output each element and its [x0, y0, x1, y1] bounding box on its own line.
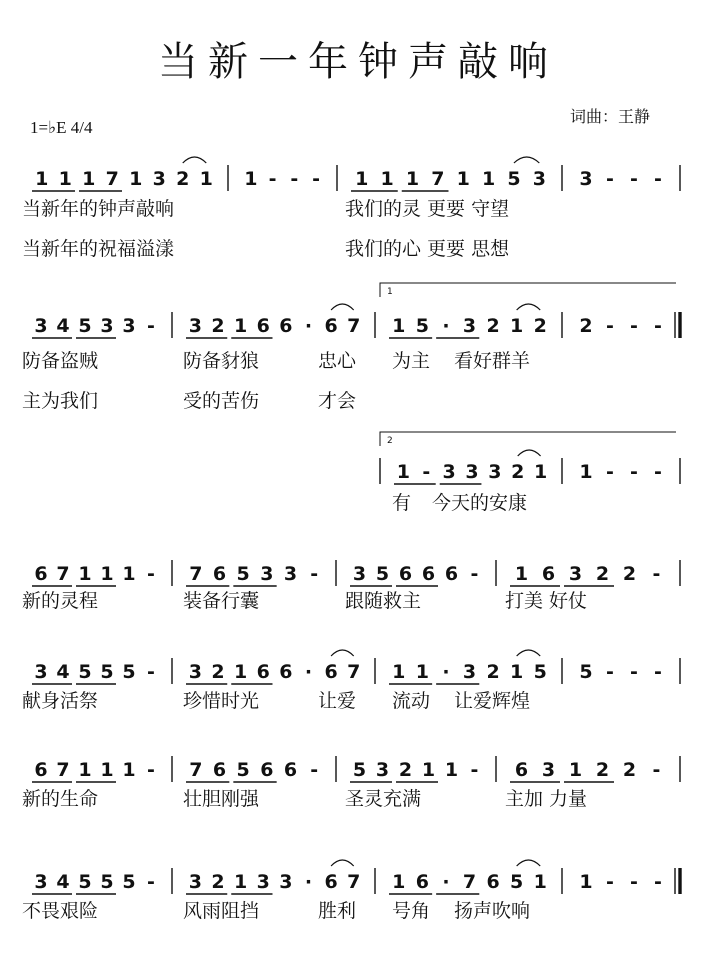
note: 3: [579, 168, 593, 190]
note: 5: [236, 563, 250, 585]
lyric-phrase: 打美 好仗: [505, 590, 588, 612]
note: 6: [212, 759, 227, 781]
note: 3: [122, 315, 136, 337]
note: 6: [486, 871, 500, 893]
lyric-phrase: 新的生命: [22, 788, 99, 810]
note: 3: [188, 661, 202, 683]
dot-note: ·: [304, 315, 313, 337]
note: 2: [511, 461, 525, 483]
lyric-phrase: 今天的安康: [432, 492, 528, 514]
note: 7: [189, 563, 203, 585]
lyric-phrase: 我们的灵 更要 守望: [345, 198, 510, 220]
note: 7: [347, 661, 361, 683]
lyric-phrase: 忠心: [318, 350, 357, 372]
dash-note: -: [606, 315, 614, 337]
note: 6: [415, 871, 429, 893]
note: 2: [211, 661, 225, 683]
note: 4: [56, 315, 70, 337]
note: 1: [100, 563, 114, 585]
lyric-phrase: 新的灵程: [22, 590, 99, 612]
note: 6: [324, 871, 338, 893]
note: 6: [256, 315, 270, 337]
note: 5: [352, 759, 367, 781]
note: 5: [375, 563, 390, 585]
note: 7: [105, 168, 119, 190]
dash-note: -: [654, 168, 662, 190]
dash-note: -: [606, 661, 614, 683]
note: 1: [533, 871, 547, 893]
note: 5: [507, 168, 521, 190]
note: 7: [347, 315, 361, 337]
note: 3: [462, 661, 477, 683]
note: 3: [352, 563, 367, 585]
volta-bracket: [380, 432, 676, 446]
note: 1: [514, 563, 529, 585]
dash-note: -: [630, 871, 638, 893]
lyric-phrase: 跟随救主: [345, 590, 422, 612]
slur: [183, 157, 207, 163]
note: 5: [579, 661, 593, 683]
lyric-phrase: 让爱辉煌: [454, 690, 531, 712]
dash-note: -: [606, 461, 614, 483]
note: 1: [58, 168, 72, 190]
note: 6: [260, 759, 274, 781]
dot-note: ·: [442, 661, 450, 683]
lyric-phrase: 当新年的祝福溢漾: [22, 238, 175, 260]
slur: [331, 860, 354, 866]
dot-note: ·: [304, 661, 313, 683]
dash-note: -: [654, 661, 662, 683]
dash-note: -: [268, 168, 277, 190]
dash-note: -: [630, 315, 638, 337]
lyric-phrase: 装备行囊: [183, 590, 260, 612]
note: 2: [622, 563, 637, 585]
dash-note: -: [470, 563, 479, 585]
note: 2: [486, 661, 500, 683]
note: 6: [541, 563, 556, 585]
lyric-phrase: 当新年的钟声敲响: [22, 198, 175, 220]
lyric-phrase: 不畏艰险: [22, 900, 99, 922]
slur: [517, 860, 541, 866]
note: 1: [405, 168, 420, 190]
note: 6: [324, 661, 338, 683]
note: 1: [415, 661, 429, 683]
slur: [517, 304, 541, 310]
dash-note: -: [470, 759, 479, 781]
note: 1: [421, 759, 436, 781]
note: 1: [233, 661, 248, 683]
note: 1: [481, 168, 496, 190]
note: 3: [541, 759, 556, 781]
dash-note: -: [630, 168, 638, 190]
note: 6: [398, 563, 413, 585]
note: 1: [579, 871, 593, 893]
lyric-phrase: 为主: [392, 350, 431, 372]
note: 5: [122, 871, 136, 893]
note: 6: [279, 315, 293, 337]
note: 3: [188, 315, 202, 337]
note: 3: [375, 759, 390, 781]
note: 3: [442, 461, 456, 483]
note: 1: [510, 315, 524, 337]
note: 1: [82, 168, 96, 190]
dot-note: ·: [304, 871, 313, 893]
dash-note: -: [310, 563, 319, 585]
lyric-phrase: 风雨阻挡: [183, 900, 260, 922]
note: 3: [488, 461, 502, 483]
volta-number: 1: [387, 287, 393, 297]
note: 3: [568, 563, 583, 585]
note: 1: [122, 563, 136, 585]
note: 5: [415, 315, 429, 337]
note: 4: [56, 661, 70, 683]
note: 6: [34, 759, 48, 781]
note: 3: [465, 461, 479, 483]
note: 5: [100, 871, 114, 893]
note: 3: [34, 871, 48, 893]
lyric-phrase: 才会: [318, 390, 357, 412]
dash-note: -: [147, 563, 155, 585]
note: 1: [100, 759, 114, 781]
note: 3: [260, 563, 274, 585]
note: 7: [347, 871, 361, 893]
note: 1: [533, 461, 548, 483]
note: 7: [431, 168, 445, 190]
dash-note: -: [630, 461, 638, 483]
dash-note: -: [654, 461, 662, 483]
dash-note: -: [630, 661, 638, 683]
dash-note: -: [147, 871, 155, 893]
note: 3: [256, 871, 270, 893]
note: 1: [568, 759, 583, 781]
note: 1: [392, 661, 406, 683]
dash-note: -: [652, 563, 661, 585]
dash-note: -: [147, 661, 155, 683]
note: 6: [212, 563, 227, 585]
note: 2: [595, 563, 610, 585]
note: 2: [486, 315, 500, 337]
note: 2: [533, 315, 547, 337]
note: 4: [56, 871, 70, 893]
note: 3: [283, 563, 298, 585]
dash-note: -: [312, 168, 321, 190]
lyric-phrase: 主加 力量: [505, 788, 588, 810]
lyric-phrase: 主为我们: [22, 390, 99, 412]
note: 1: [35, 168, 49, 190]
lyric-phrase: 防备豺狼: [183, 350, 260, 372]
note: 2: [176, 168, 190, 190]
note: 6: [514, 759, 529, 781]
note: 2: [211, 871, 225, 893]
author-credit: 词曲：王静: [570, 107, 651, 126]
note: 2: [622, 759, 637, 781]
dash-note: -: [147, 759, 155, 781]
note: 5: [100, 661, 114, 683]
note: 1: [233, 871, 248, 893]
note: 6: [34, 563, 48, 585]
note: 7: [189, 759, 203, 781]
note: 6: [256, 661, 270, 683]
lyric-phrase: 献身活祭: [22, 690, 99, 712]
note: 3: [188, 871, 202, 893]
note: 3: [34, 315, 48, 337]
note: 7: [56, 759, 70, 781]
lyric-phrase: 受的苦伤: [183, 390, 260, 412]
dash-note: -: [606, 168, 614, 190]
lyric-phrase: 圣灵充满: [345, 788, 422, 810]
lyric-phrase: 有: [392, 492, 412, 514]
note: 3: [532, 168, 546, 190]
note: 2: [579, 315, 593, 337]
note: 5: [236, 759, 250, 781]
note: 5: [533, 661, 547, 683]
dash-note: -: [310, 759, 319, 781]
lyric-phrase: 看好群羊: [454, 350, 531, 372]
dash-note: -: [654, 315, 662, 337]
note: 1: [456, 168, 470, 190]
note: 3: [34, 661, 48, 683]
lyric-phrase: 号角: [392, 900, 431, 922]
note: 5: [78, 661, 92, 683]
slur: [518, 450, 541, 456]
lyric-phrase: 让爱: [318, 690, 357, 712]
note: 5: [78, 871, 92, 893]
note: 1: [78, 563, 92, 585]
note: 7: [462, 871, 477, 893]
note: 1: [233, 315, 248, 337]
note: 3: [100, 315, 114, 337]
note: 5: [510, 871, 524, 893]
note: 1: [444, 759, 459, 781]
note: 7: [56, 563, 70, 585]
note: 1: [510, 661, 524, 683]
note: 1: [396, 461, 411, 483]
note: 6: [421, 563, 436, 585]
note: 1: [244, 168, 258, 190]
dash-note: -: [652, 759, 661, 781]
dot-note: ·: [442, 315, 450, 337]
note: 3: [462, 315, 477, 337]
slur: [331, 650, 354, 656]
note: 1: [355, 168, 369, 190]
slur: [517, 650, 541, 656]
note: 1: [199, 168, 213, 190]
lyric-phrase: 胜利: [318, 900, 357, 922]
note: 6: [283, 759, 298, 781]
key-signature: 1=♭E 4/4: [30, 118, 93, 137]
volta-number: 2: [387, 436, 393, 446]
note: 2: [595, 759, 610, 781]
note: 1: [579, 461, 593, 483]
note: 2: [211, 315, 225, 337]
dash-note: -: [654, 871, 662, 893]
dash-note: -: [147, 315, 155, 337]
note: 1: [380, 168, 394, 190]
dot-note: ·: [442, 871, 450, 893]
lyric-phrase: 流动: [392, 690, 431, 712]
note: 1: [78, 759, 92, 781]
lyric-phrase: 壮胆刚强: [183, 788, 260, 810]
lyric-phrase: 防备盗贼: [22, 350, 99, 372]
lyric-phrase: 扬声吹响: [454, 900, 531, 922]
volta-bracket: [380, 283, 676, 297]
note: 3: [279, 871, 293, 893]
slur: [331, 304, 354, 310]
dash-note: -: [290, 168, 299, 190]
note: 5: [122, 661, 136, 683]
note: 6: [324, 315, 338, 337]
note: 6: [444, 563, 459, 585]
lyric-phrase: 珍惜时光: [183, 690, 260, 712]
note: 1: [392, 871, 406, 893]
note: 5: [78, 315, 92, 337]
note: 1: [129, 168, 143, 190]
dash-note: -: [606, 871, 614, 893]
note: 3: [152, 168, 166, 190]
slur: [514, 157, 539, 163]
note: 2: [398, 759, 413, 781]
dash-note: -: [422, 461, 431, 483]
lyric-phrase: 我们的心 更要 思想: [345, 238, 510, 260]
note: 1: [392, 315, 406, 337]
song-title: 当新一年钟声敲响: [158, 39, 558, 85]
note: 1: [122, 759, 136, 781]
note: 6: [279, 661, 293, 683]
